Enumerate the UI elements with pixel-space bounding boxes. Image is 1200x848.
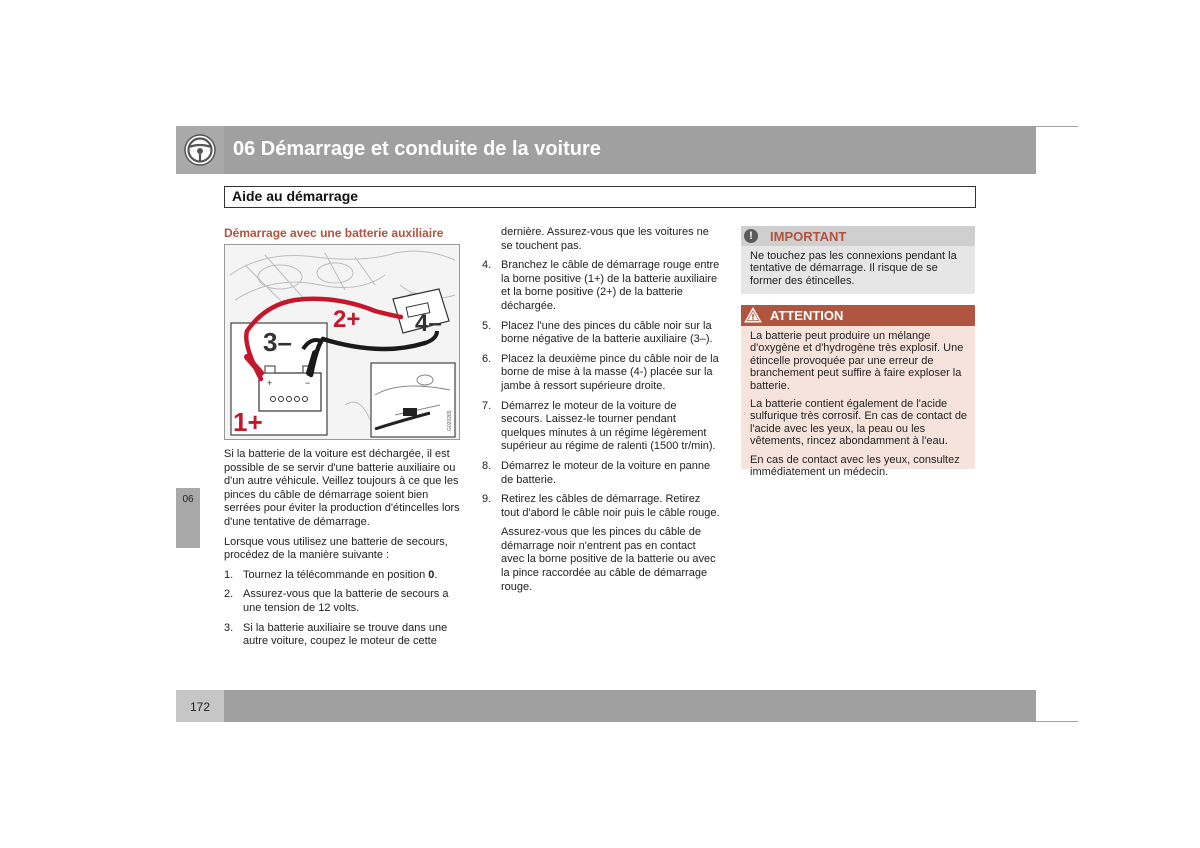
intro-paragraph: Si la batterie de la voiture est déchargée, il est possible de se servir d'une batterie auxiliaire ou d'un autre véhicule. Veillez toujours à ce que les pinces du câble de démarrage soient bien serrées pour éviter la production d'étincelles lors d'une tentative de démarrage. — [224, 448, 460, 528]
step-item — [224, 588, 462, 615]
figure-code: G020265 — [447, 410, 453, 431]
step-number: 9. — [482, 493, 492, 506]
step-text: Branchez le câble de démarrage rouge entre la borne positive (1+) de la batterie auxiliaire et la borne positive (2+) de la batterie déchargée. — [501, 259, 720, 312]
step-note — [482, 526, 720, 594]
attention-title: ATTENTION — [770, 308, 844, 323]
step-number: 2. — [224, 588, 234, 601]
step-text: Si la batterie auxiliaire se trouve dans une autre voiture, coupez le moteur de cette — [243, 621, 448, 648]
step-item — [482, 353, 720, 394]
step-number: 7. — [482, 399, 492, 412]
important-title: IMPORTANT — [770, 229, 847, 244]
step-number: 6. — [482, 352, 492, 365]
page-number: 172 — [189, 700, 211, 714]
label-2-plus: 2+ — [333, 306, 361, 333]
step-text: Placez la deuxième pince du câble noir de la borne de mise à la masse (4-) placée sur la jambe à ressort supérieure droite. — [501, 352, 719, 392]
section-title: Aide au démarrage — [232, 188, 359, 204]
step-number: 8. — [482, 459, 492, 472]
footer-rule — [1036, 721, 1078, 722]
step-item — [482, 320, 720, 347]
svg-text:+: + — [267, 378, 273, 388]
step-item — [482, 259, 720, 313]
steering-wheel-icon — [176, 126, 224, 174]
footer-bar — [224, 690, 1036, 722]
important-text: Ne touchez pas les connexions pendant la tentative de démarrage. Il risque de se former des étincelles. — [750, 250, 957, 287]
label-4-minus: 4– — [415, 310, 442, 337]
column-left — [224, 448, 462, 655]
step-text: Retirez les câbles de démarrage. Retirez tout d'abord le câble noir puis le câble rouge. — [501, 493, 720, 519]
exclamation-icon: ! — [744, 229, 758, 243]
step-number: 3. — [224, 621, 234, 634]
chapter-title: 06 Démarrage et conduite de la voiture — [233, 138, 601, 160]
intro-procedure: Lorsque vous utilisez une batterie de secours, procédez de la manière suivante : — [224, 535, 448, 562]
jump-start-illustration — [224, 244, 460, 440]
svg-text:−: − — [305, 378, 311, 388]
warning-triangle-icon — [744, 307, 762, 323]
step-item — [224, 622, 462, 649]
step-item — [482, 460, 720, 487]
step-text: dernière. Assurez-vous que les voitures ne se touchent pas. — [501, 226, 709, 252]
step-punct: . — [434, 568, 438, 581]
attention-text — [750, 330, 972, 484]
step-number: 1. — [224, 568, 234, 581]
step-text: Assurez-vous que la batterie de secours a une tension de 12 volts. — [243, 588, 449, 614]
step-item — [224, 569, 462, 583]
step-item — [482, 400, 720, 454]
step-text: Démarrez le moteur de la voiture en panne de batterie. — [501, 459, 711, 486]
header-rule — [1036, 126, 1078, 127]
attention-paragraph: La batterie contient également de l'acide sulfurique très corrosif. En cas de contact de l'acide avec les yeux, la peau ou les vêtements, rincez abondamment à l'eau. — [750, 398, 968, 448]
chapter-icon-box — [176, 126, 224, 174]
attention-paragraph: En cas de contact avec les yeux, consultez immédiatement un médecin. — [750, 453, 960, 479]
step-number: 4. — [482, 259, 492, 272]
engine-bay-drawing — [225, 245, 459, 439]
step-key-position: 0 — [428, 568, 435, 581]
step-text: Démarrez le moteur de la voiture de secours. Laissez-le tourner pendant quelques minutes à un régime légèrement supérieur au régime de ralenti (1500 tr/min). — [501, 399, 716, 453]
label-1-plus: 1+ — [233, 407, 263, 437]
step-text: Placez l'une des pinces du câble noir sur la borne négative de la batterie auxiliaire (3–). — [501, 319, 713, 346]
side-tab-label: 06 — [182, 494, 194, 505]
step-item — [482, 493, 720, 520]
attention-paragraph: La batterie peut produire un mélange d'oxygène et d'hydrogène très explosif. Une étincelle provoquée par une erreur de branchement peut suffire à faire exploser la batterie. — [750, 330, 964, 392]
step-note-text: Assurez-vous que les pinces du câble de démarrage noir n'entrent pas en contact avec la borne positive de la batterie ou avec la pince raccordée au câble de démarrage rouge. — [501, 526, 716, 593]
column-middle — [482, 226, 720, 600]
step-number: 5. — [482, 319, 492, 332]
step-continuation — [482, 226, 720, 253]
article-title: Démarrage avec une batterie auxiliaire — [224, 226, 444, 240]
step-text: Tournez la télécommande en position — [243, 568, 429, 581]
label-3-minus: 3– — [263, 327, 292, 357]
